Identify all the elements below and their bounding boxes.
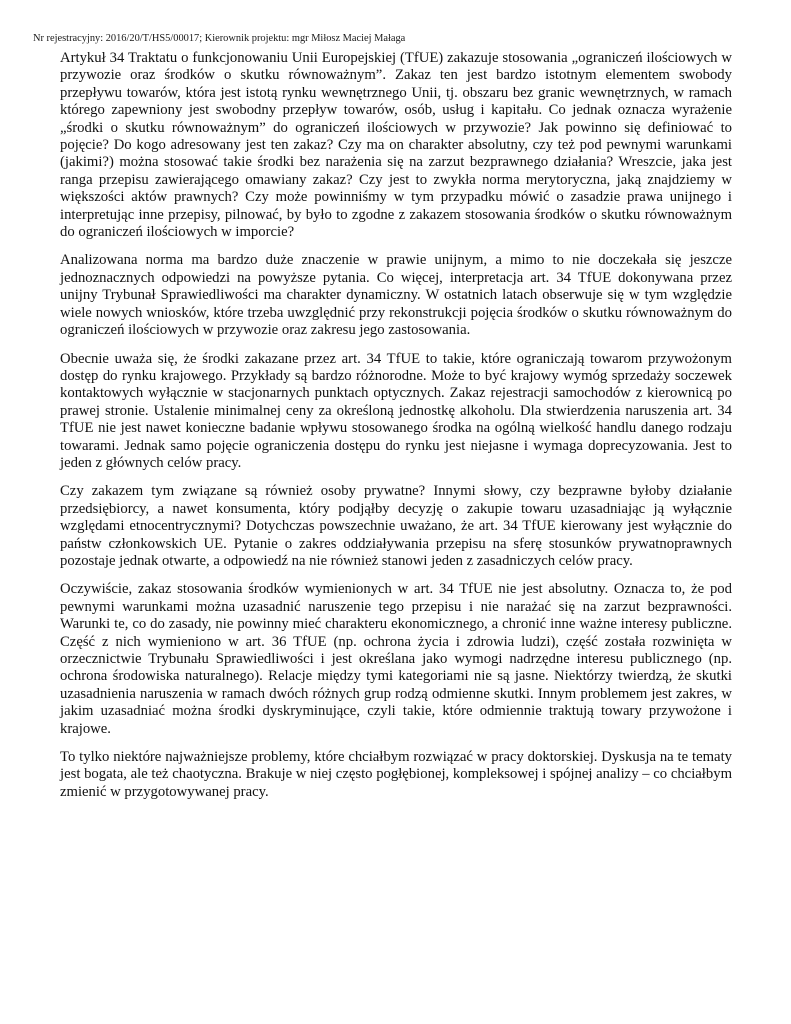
paragraph-1: Artykuł 34 Traktatu o funkcjonowaniu Unii Europejskiej (TfUE) zakazuje stosowania „ograniczeń ilościowych w przywozie oraz środków o skutku równoważnym”. Zakaz ten jest bardzo istotnym elementem swobody przepływu towarów, która jest istotą rynku wewnętrznego Unii, tj. obszaru bez granic wewnętrznych, w ramach którego zapewniony jest swobodny przepływ towarów, osób, usług i kapitału. Co jednak oznacza wyrażenie „środki o skutku równoważnym” do ograniczeń ilościowych w przywozie? Jak powinno się definiować to pojęcie? Do kogo adresowany jest ten zakaz? Czy ma on charakter absolutny, czy też pod pewnymi warunkami (jakimi?) można stosować takie środki bez narażenia się na zarzut bezprawnego działania? Wreszcie, jaka jest ranga przepisu zawierającego omawiany zakaz? Czy jest to zwykła norma merytoryczna, jaką znajdziemy w większości aktów prawnych? Czy może powinniśmy w tym przypadku mówić o zasadzie prawa unijnego i interpretując inne przepisy, pilnować, by było to zgodne z zakazem stosowania środków o skutku równoważnym do ograniczeń ilościowych w imporcie? <box>60 50 732 241</box>
paragraph-2: Analizowana norma ma bardzo duże znaczenie w prawie unijnym, a mimo to nie doczekała się jeszcze jednoznacznych odpowiedzi na powyższe pytania. Co więcej, interpretacja art. 34 TfUE dokonywana przez unijny Trybunał Sprawiedliwości ma charakter dynamiczny. W ostatnich latach obserwuje się w tym względzie wiele nowych wniosków, które trzeba uwzględnić przy rekonstrukcji pojęcia środków o skutku równoważnym do ograniczeń ilościowych w przywozie oraz zakresu jego zastosowania. <box>60 252 732 339</box>
document-body <box>60 50 732 812</box>
header-registration-line: Nr rejestracyjny: 2016/20/T/HS5/00017; Kierownik projektu: mgr Miłosz Maciej Małaga <box>33 33 406 44</box>
paragraph-5: Oczywiście, zakaz stosowania środków wymienionych w art. 34 TfUE nie jest absolutny. Oznacza to, że pod pewnymi warunkami można uzasadnić naruszenie tego przepisu i nie narażać się na zarzut bezprawności. Warunki te, co do zasady, nie powinny mieć charakteru ekonomicznego, a chronić inne ważne interesy publiczne. Część z nich wymieniono w art. 36 TfUE (np. ochrona życia i zdrowia ludzi), część została rozwinięta w orzecznictwie Trybunału Sprawiedliwości i jest określana jako wymogi nadrzędne interesu publicznego (np. ochrona środowiska naturalnego). Relacje między tymi kategoriami nie są jasne. Niektórzy twierdzą, że skutki uzasadnienia naruszenia w ramach dwóch różnych grup rodzą odmienne skutki. Innym problemem jest zakres, w jakim uzasadniać można środki dyskryminujące, czyli takie, które odmiennie traktują towary przywożone i krajowe. <box>60 581 732 737</box>
paragraph-3: Obecnie uważa się, że środki zakazane przez art. 34 TfUE to takie, które ograniczają towarom przywożonym dostęp do rynku krajowego. Przykłady są bardzo różnorodne. Może to być krajowy wymóg sprzedaży soczewek kontaktowych wyłącznie w stacjonarnych punktach optycznych. Zakaz rejestracji samochodów z kierownicą po prawej stronie. Ustalenie minimalnej ceny za określoną jednostkę alkoholu. Dla stwierdzenia naruszenia art. 34 TfUE nie jest nawet konieczne badanie wpływu stosowanego środka na ogólną wielkość handlu danego rodzaju towarami. Jednak samo pojęcie ograniczenia dostępu do rynku jest niejasne i wymaga doprecyzowania. Jest to jeden z głównych celów pracy. <box>60 350 732 471</box>
paragraph-6: To tylko niektóre najważniejsze problemy, które chciałbym rozwiązać w pracy doktorskiej. Dyskusja na te tematy jest bogata, ale też chaotyczna. Brakuje w niej często pogłębionej, kompleksowej i spójnej analizy – co chciałbym zmienić w przygotowywanej pracy. <box>60 749 732 800</box>
paragraph-4: Czy zakazem tym związane są również osoby prywatne? Innymi słowy, czy bezprawne byłoby działanie przedsiębiorcy, a nawet konsumenta, który podjąłby decyzję o zakupie towaru uzasadniając ją wyłącznie względami etnocentrycznymi? Dotychczas powszechnie uważano, że art. 34 TfUE kierowany jest wyłącznie do państw członkowskich UE. Pytanie o zakres oddziaływania przepisu na sferę stosunków prywatnoprawnych pozostaje jednak otwarte, a odpowiedź na nie również stanowi jeden z zasadniczych celów pracy. <box>60 483 732 569</box>
